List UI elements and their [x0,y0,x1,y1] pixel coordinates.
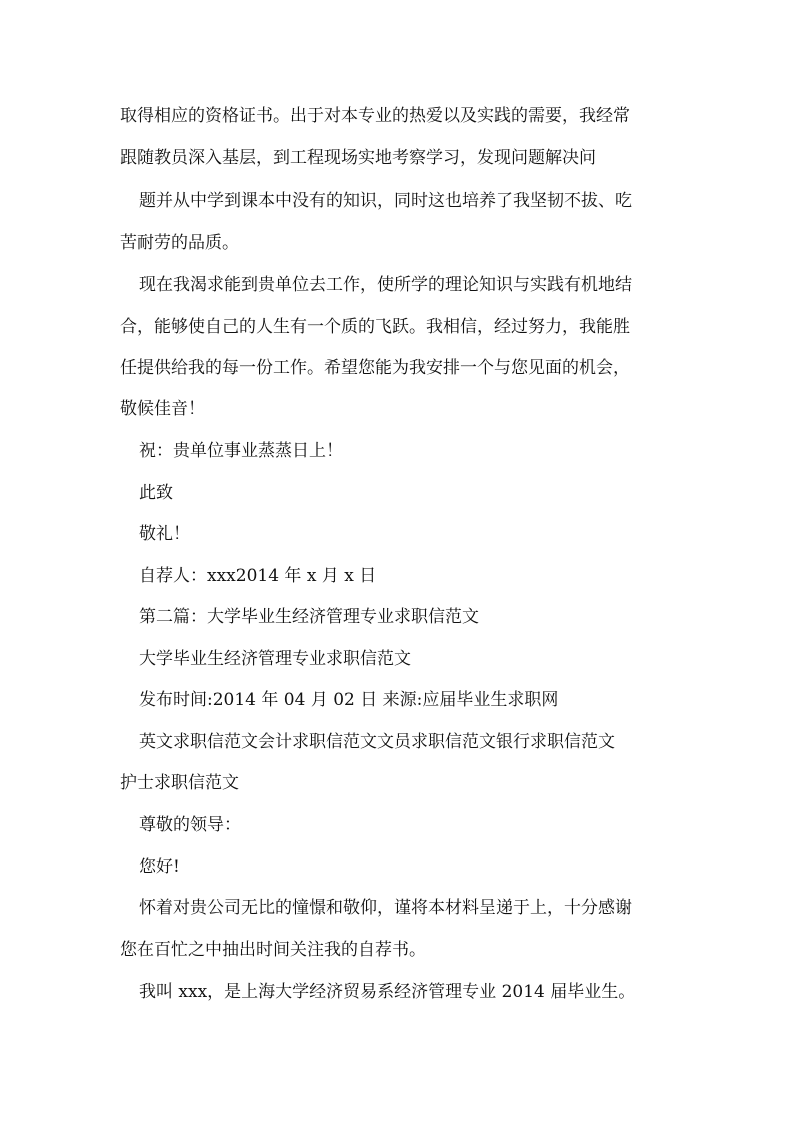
body-text-line: 苦耐劳的品质。 [120,233,239,253]
body-text-line: 取得相应的资格证书。出于对本专业的热爱以及实践的需要，我经常 [120,106,630,126]
body-text-line: 跟随教员深入基层，到工程现场实地考察学习，发现问题解决问 [120,148,596,168]
article-title: 大学毕业生经济管理专业求职信范文 [139,649,411,669]
closing-salutation: 此致 [139,483,173,503]
publish-info: 发布时间:2014 年 04 月 02 日 来源:应届毕业生求职网 [139,690,559,710]
related-links-text: 护士求职信范文 [120,773,239,793]
related-links-text: 英文求职信范文会计求职信范文文员求职信范文银行求职信范文 [139,732,615,752]
section-heading: 第二篇：大学毕业生经济管理专业求职信范文 [139,607,479,627]
closing-salutation: 敬礼！ [139,524,190,544]
body-text-line: 您在百忙之中抽出时间关注我的自荐书。 [120,940,426,960]
signature-line: 自荐人：xxx2014 年 x 月 x 日 [139,566,377,586]
body-text-line: 怀着对贵公司无比的憧憬和敬仰，谨将本材料呈递于上，十分感谢 [139,898,632,918]
greeting: 尊敬的领导： [139,815,241,835]
greeting: 您好! [139,857,180,877]
body-text-line: 敬候佳音！ [120,399,205,419]
body-text-line: 现在我渴求能到贵单位去工作，使所学的理论知识与实践有机地结 [139,275,632,295]
closing-wish: 祝：贵单位事业蒸蒸日上！ [139,441,343,461]
body-text-line: 任提供给我的每一份工作。希望您能为我安排一个与您见面的机会， [120,358,630,378]
body-text-line: 我叫 xxx，是上海大学经济贸易系经济管理专业 2014 届毕业生。 [139,982,636,1002]
body-text-line: 合，能够使自己的人生有一个质的飞跃。我相信，经过努力，我能胜 [120,317,630,337]
body-text-line: 题并从中学到课本中没有的知识，同时这也培养了我坚韧不拔、吃 [139,191,632,211]
